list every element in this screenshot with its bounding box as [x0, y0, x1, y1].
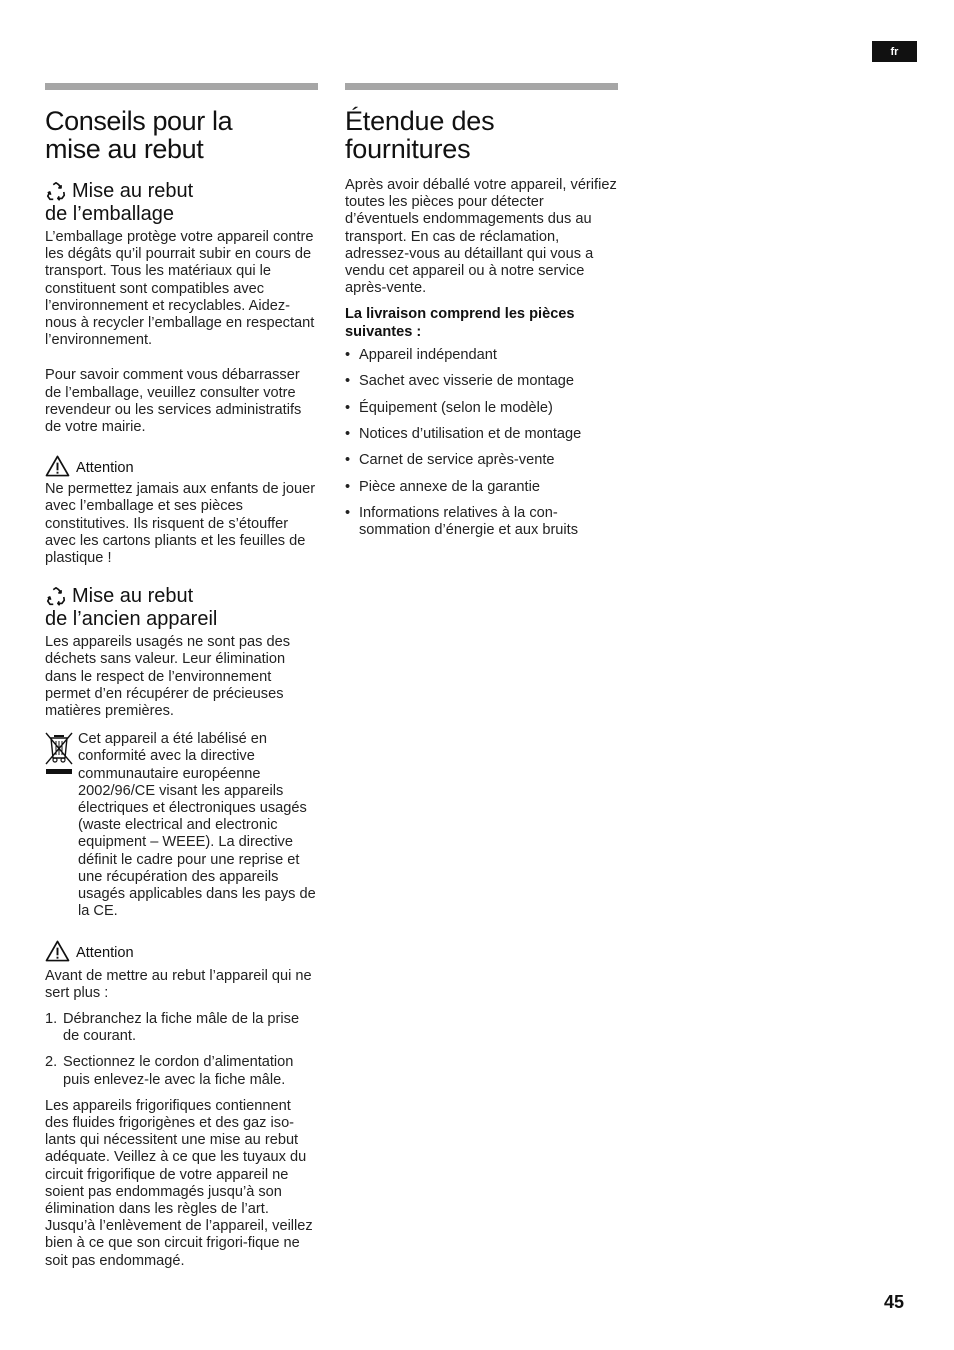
warning-icon [45, 940, 70, 962]
list-item [45, 1011, 318, 1045]
title-line-2: fournitures [345, 134, 471, 164]
weee-notice [45, 731, 318, 920]
attention-text: Attention [76, 944, 134, 961]
weee-text: Cet appareil a été labélisé en conformité avec la directive communautaire européenne 2002/96/CE visant les appareils électriques et électroniques usagés (waste electrical and electronic equipment – WEEE). La directive définit le cadre pour une reprise et une récupération des appareils usagés applicables dans les pays de la CE. [78, 731, 316, 920]
title-line-1: Étendue des [345, 106, 495, 136]
disposal-steps [45, 1011, 318, 1089]
step-text: Sectionnez le cordon d’alimentation puis enlevez-le avec la fiche mâle. [63, 1054, 294, 1088]
list-item [345, 426, 618, 443]
item-text: Carnet de service après-vente [359, 452, 555, 469]
section-rule [45, 83, 318, 90]
bullet: • [345, 426, 351, 442]
recycle-icon [45, 181, 67, 203]
list-item [345, 373, 618, 390]
old-appliance-heading [45, 585, 318, 631]
old-appliance-paragraph: Les appareils usagés ne sont pas des déchets sans valeur. Leur élimination dans le respect de l’environnement permet d’en récupérer de précieuses matières premières. [45, 634, 291, 720]
item-text: Notices d’utilisation et de montage [359, 426, 582, 442]
disposal-column [45, 83, 318, 1270]
packaging-disposal-paragraph: Pour savoir comment vous débarrasser de l’emballage, veuillez consulter votre revendeur ou les services administratifs de votre mairie. [45, 367, 302, 436]
section-rule [345, 83, 618, 90]
bullet: • [345, 346, 351, 363]
packaging-heading-line-1: Mise au rebut [72, 180, 194, 202]
attention-label [45, 455, 318, 477]
bullet: • [345, 452, 351, 469]
delivery-list-label: La livraison comprend les pièces suivantes : [345, 306, 575, 340]
crossed-bin-icon [45, 732, 73, 776]
old-appliance-heading-line-1: Mise au rebut [72, 585, 194, 608]
packaging-paragraph: L’emballage protège votre appareil contre les dégâts qu’il pourrait subir en cours de transport. Tous les matériaux qui le constituent sont compatibles avec l’environnement et recyclables. Aidez-nous à recycler l’emballage en respectant l’environnement. [45, 229, 315, 349]
packaging-heading-line-2: de l’emballage [45, 203, 174, 225]
item-text: Informations relatives à la con-sommation d’énergie et aux bruits [359, 505, 579, 539]
disposal-intro: Avant de mettre au rebut l’appareil qui ne sert plus : [45, 967, 312, 1001]
item-text: Appareil indépendant [359, 346, 497, 363]
title-line-2: mise au rebut [45, 134, 204, 164]
list-item [345, 347, 618, 364]
children-warning: Ne permettez jamais aux enfants de jouer avec l’emballage et ses pièces constitutives. Ils risquent de s’étouffer avec les cartons pliants et les feuilles de plastique ! [45, 481, 316, 567]
page-title [45, 107, 318, 163]
delivery-column [345, 83, 618, 549]
list-item [345, 505, 618, 539]
step-number: 2. [45, 1054, 58, 1071]
bullet: • [345, 505, 351, 522]
delivery-title [345, 107, 618, 163]
recycle-icon [45, 586, 67, 608]
item-text: Pièce annexe de la garantie [359, 478, 540, 495]
old-appliance-heading-line-2: de l’ancien appareil [45, 608, 218, 631]
list-item [45, 1054, 318, 1088]
step-number: 1. [45, 1010, 58, 1027]
item-text: Sachet avec visserie de montage [359, 373, 574, 390]
title-line-1: Conseils pour la [45, 106, 233, 136]
item-text: Équipement (selon le modèle) [359, 399, 553, 416]
delivery-items [345, 347, 618, 540]
bullet: • [345, 373, 351, 390]
attention-text: Attention [76, 460, 134, 477]
warning-icon [45, 455, 70, 477]
packaging-heading [45, 180, 318, 226]
bullet: • [345, 399, 351, 416]
delivery-intro: Après avoir déballé votre appareil, vérifiez toutes les pièces pour détecter d’éventuels endommagements dus au transport. En cas de réclamation, adressez-vous au détaillant qui vous a vendu cet appareil ou à notre service après-vente. [345, 177, 617, 297]
step-text: Débranchez la fiche mâle de la prise de courant. [63, 1010, 300, 1045]
page-number: 45 [884, 1292, 905, 1312]
list-item [345, 479, 618, 496]
attention-label [45, 940, 318, 962]
list-item [345, 452, 618, 469]
language-tab: fr [872, 41, 917, 62]
list-item [345, 400, 618, 417]
bullet: • [345, 478, 351, 495]
refrigerant-paragraph: Les appareils frigorifiques contiennent des fluides frigorigènes et des gaz iso-lants qui nécessitent une mise au rebut adéquate. Veillez à ce que les tuyaux du circuit frigorifique de votre appareil ne soient pas endommagés jusqu’à son élimination dans les règles de l’art. Jusqu’à l’enlèvement de l’appareil, veillez bien à ce que son circuit frigori-fique ne soit pas endommagé. [45, 1097, 313, 1269]
